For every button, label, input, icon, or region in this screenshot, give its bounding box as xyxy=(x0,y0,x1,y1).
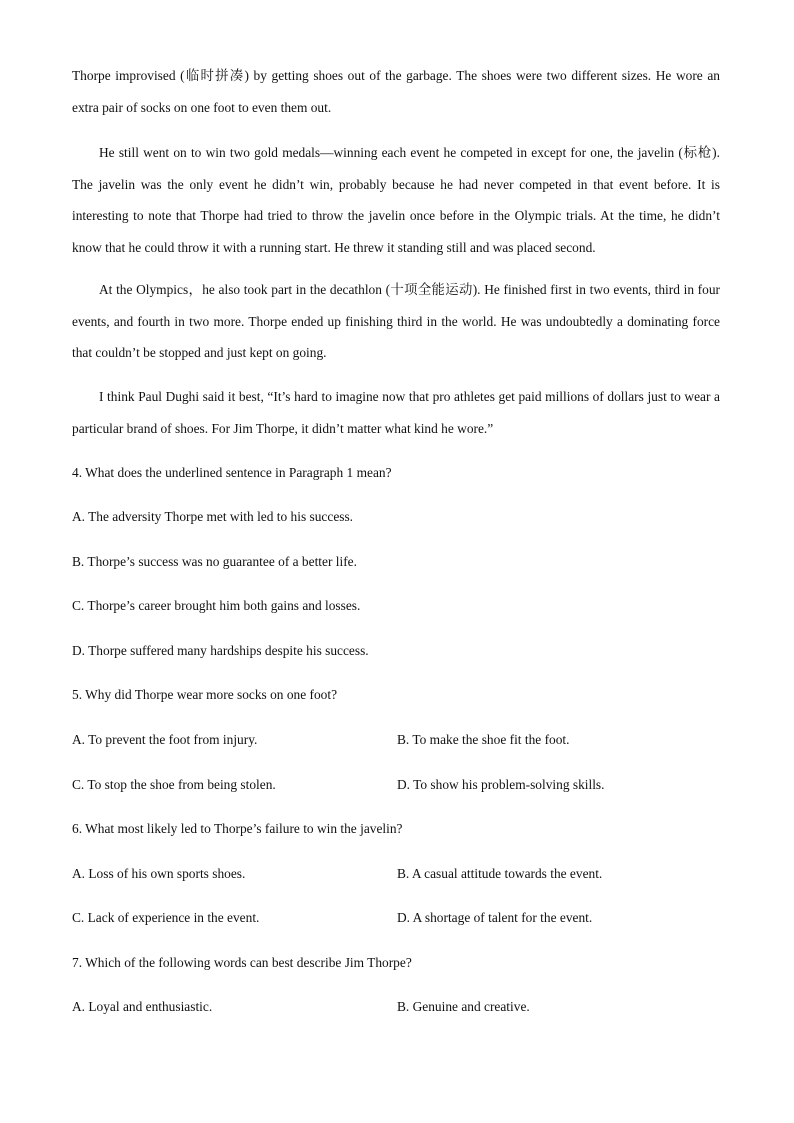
question-5-option-c[interactable]: C. To stop the shoe from being stolen. xyxy=(72,777,276,792)
passage-paragraph-1: Thorpe improvised (临时拼凑) by getting shoes out of the garbage. The shoes were two different sizes. He wore an extra pair of socks on one foot to even them out. xyxy=(72,68,720,115)
question-7-option-b[interactable]: B. Genuine and creative. xyxy=(397,999,530,1014)
passage-paragraph-2: He still went on to win two gold medals—winning each event he competed in except for one, the javelin (标枪). The javelin was the only event he didn’t win, probably because he had never competed in that event before. It is interesting to note that Thorpe had tried to throw the javelin once before in the Olympic trials. At the time, he didn’t know that he could throw it with a running start. He threw it standing still and was placed second. xyxy=(72,145,720,255)
question-6-stem: 6. What most likely led to Thorpe’s failure to win the javelin? xyxy=(72,821,403,836)
question-7-stem: 7. Which of the following words can best describe Jim Thorpe? xyxy=(72,955,412,970)
question-6-option-c[interactable]: C. Lack of experience in the event. xyxy=(72,910,260,925)
question-6-option-d[interactable]: D. A shortage of talent for the event. xyxy=(397,910,593,925)
question-4-option-d[interactable]: D. Thorpe suffered many hardships despite his success. xyxy=(72,643,369,658)
question-5-stem: 5. Why did Thorpe wear more socks on one foot? xyxy=(72,687,338,702)
question-5-option-a[interactable]: A. To prevent the foot from injury. xyxy=(72,732,258,747)
passage-paragraph-3: At the Olympics，he also took part in the decathlon (十项全能运动). He finished first in two events, third in four events, and fourth in two more. Thorpe ended up finishing third in the world. He was undoubtedly a dominating force that couldn’t be stopped and just kept on going. xyxy=(72,282,720,360)
question-4-stem: 4. What does the underlined sentence in Paragraph 1 mean? xyxy=(72,465,392,480)
question-6-option-b[interactable]: B. A casual attitude towards the event. xyxy=(397,866,603,881)
passage-paragraph-4: I think Paul Dughi said it best, “It’s hard to imagine now that pro athletes get paid millions of dollars just to wear a particular brand of shoes. For Jim Thorpe, it didn’t matter what kind he wore.” xyxy=(72,389,720,436)
question-4-option-a[interactable]: A. The adversity Thorpe met with led to his success. xyxy=(72,509,354,524)
question-6-option-a[interactable]: A. Loss of his own sports shoes. xyxy=(72,866,246,881)
question-4-option-b[interactable]: B. Thorpe’s success was no guarantee of a better life. xyxy=(72,554,357,569)
question-7-option-a[interactable]: A. Loyal and enthusiastic. xyxy=(72,999,213,1014)
question-5-option-d[interactable]: D. To show his problem-solving skills. xyxy=(397,777,605,792)
question-5-option-b[interactable]: B. To make the shoe fit the foot. xyxy=(397,732,570,747)
question-4-option-c[interactable]: C. Thorpe’s career brought him both gains and losses. xyxy=(72,598,361,613)
